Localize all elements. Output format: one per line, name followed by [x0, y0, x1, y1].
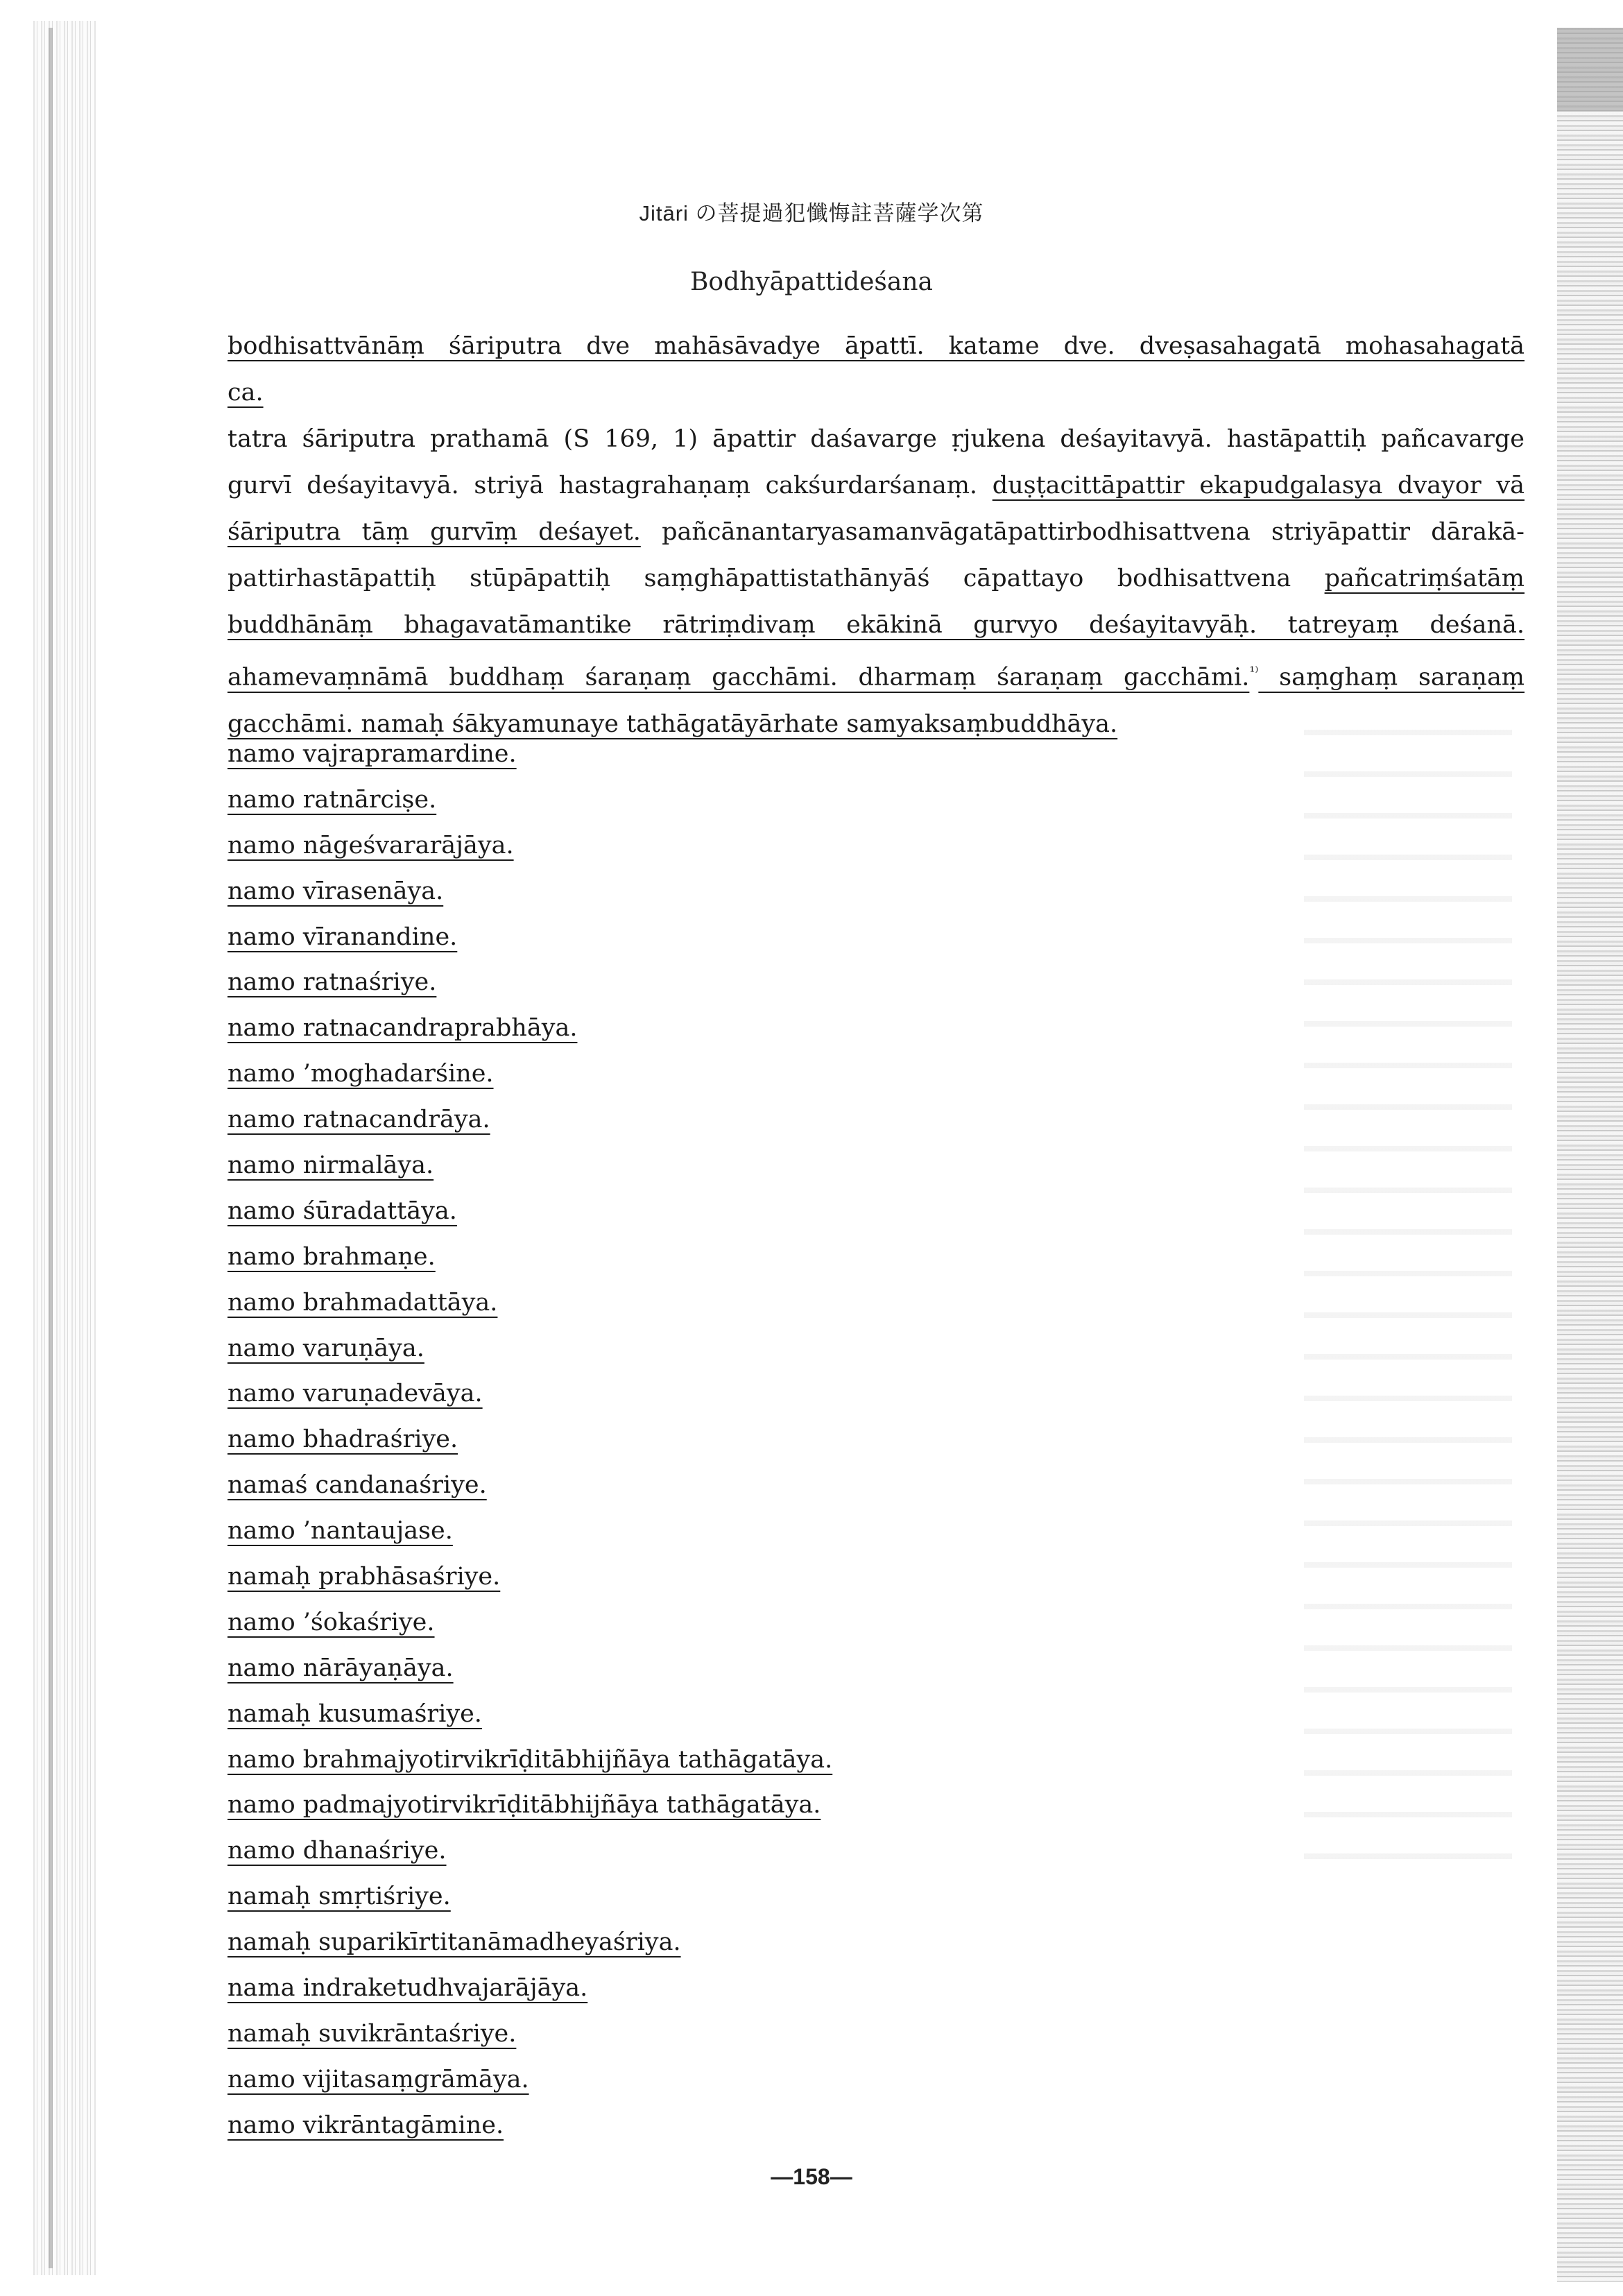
- namo-text: namo ratnacandraprabhāya.: [227, 1014, 578, 1043]
- namo-list-item: [227, 777, 1199, 823]
- namo-list-item: [227, 1554, 1199, 1600]
- paragraph-line: [227, 602, 1525, 649]
- namo-text: namaś candanaśriye.: [227, 1471, 487, 1500]
- namo-text: namo vīrasenāya.: [227, 877, 444, 905]
- namo-text: namo nārāyaṇāya.: [227, 1654, 454, 1682]
- namo-text: nama indraketudhvajarājāya.: [227, 1974, 588, 2003]
- namo-text: namo ratnaśriye.: [227, 968, 437, 997]
- namo-text: namo ’nantaujase.: [227, 1517, 453, 1545]
- namo-text: namo vijitasaṃgrāmāya.: [227, 2065, 529, 2093]
- section-title: Bodhyāpattideśana: [689, 268, 934, 296]
- namo-list-item: [227, 1188, 1199, 1234]
- footnote-ref: ¹⁾: [1249, 663, 1259, 680]
- namo-text: namaḥ suvikrāntaśriye.: [227, 2019, 517, 2048]
- text-segment: buddhānāṃ bhagavatāmantike rātriṃdivaṃ ekākinā gurvyo deśayitavyāḥ. tatreyaṃ deśanā.: [227, 611, 1525, 639]
- namo-list-item: [227, 1828, 1199, 1874]
- namo-list-item: [227, 1051, 1199, 1097]
- namo-list-item: [227, 1919, 1199, 1965]
- scan-edge-right: [1557, 28, 1623, 2282]
- namo-list-item: [227, 1280, 1199, 1326]
- paragraph-line: [227, 416, 1525, 463]
- namo-list-item: [227, 731, 1199, 777]
- paragraph-line: [227, 323, 1525, 370]
- namo-list: [227, 731, 1199, 2148]
- namo-text: namo brahmaṇe.: [227, 1242, 436, 1271]
- paragraph-line: [227, 556, 1525, 602]
- show-through-text: [1304, 694, 1512, 1873]
- paragraph-line: [227, 509, 1525, 556]
- namo-list-item: [227, 2057, 1199, 2102]
- namo-text: namo ’śokaśriye.: [227, 1608, 435, 1636]
- namo-text: namo brahmajyotirvikrīḍitābhijñāya tathāgatāya.: [227, 1745, 833, 1774]
- namo-list-item: [227, 1462, 1199, 1508]
- page-number: ―158―: [771, 2164, 852, 2189]
- namo-text: namo vajrapramardine.: [227, 740, 517, 768]
- namo-list-item: [227, 868, 1199, 914]
- text-segment: duṣṭacittāpattir ekapudgalasya dvayor vā: [992, 472, 1525, 499]
- namo-text: namaḥ prabhāsaśriye.: [227, 1563, 501, 1591]
- namo-text: namaḥ smṛtiśriye.: [227, 1883, 451, 1911]
- text-segment: saṃghaṃ saraṇaṃ: [1258, 663, 1525, 692]
- namo-text: namo brahmadattāya.: [227, 1288, 498, 1317]
- text-segment: pañcatriṃśatāṃ: [1324, 565, 1525, 592]
- scan-edge-left: [33, 21, 96, 2275]
- text-segment: ca.: [227, 379, 264, 406]
- paragraph-block: [227, 323, 1525, 748]
- namo-list-item: [227, 1600, 1199, 1645]
- namo-list-item: [227, 1142, 1199, 1188]
- namo-text: namo ratnārciṣe.: [227, 785, 437, 814]
- namo-text: namo dhanaśriye.: [227, 1837, 447, 1865]
- namo-list-item: [227, 1645, 1199, 1691]
- scan-binding-shadow: [49, 28, 53, 2268]
- namo-list-item: [227, 1508, 1199, 1554]
- text-segment: bodhisattvānāṃ śāriputra dve mahāsāvadye āpattī. katame dve. dveṣasahagatā mohasahagatā: [227, 332, 1525, 360]
- namo-list-item: [227, 959, 1199, 1005]
- namo-list-item: [227, 2102, 1199, 2148]
- text-segment: gacchāmi. namaḥ śākyamunaye tathāgatāyārhate samyaksaṃbuddhāya.: [227, 710, 1118, 738]
- namo-text: namo nirmalāya.: [227, 1151, 434, 1180]
- namo-list-item: [227, 1097, 1199, 1142]
- namo-list-item: [227, 1737, 1199, 1783]
- namo-list-item: [227, 1691, 1199, 1737]
- namo-list-item: [227, 1782, 1199, 1828]
- namo-list-item: [227, 1326, 1199, 1371]
- namo-text: namaḥ suparikīrtitanāmadheyaśriya.: [227, 1928, 681, 1957]
- namo-list-item: [227, 1416, 1199, 1462]
- namo-list-item: [227, 914, 1199, 960]
- namo-text: namo vikrāntagāmine.: [227, 2111, 504, 2139]
- paragraph-line: [227, 649, 1525, 701]
- paragraph-line: [227, 463, 1525, 509]
- namo-text: namo nāgeśvararājāya.: [227, 831, 514, 859]
- running-head: Jitāri の菩提過犯懺悔註菩薩学次第: [639, 201, 984, 225]
- namo-text: namo varuṇāya.: [227, 1334, 424, 1362]
- namo-text: namo ’moghadarśine.: [227, 1060, 494, 1088]
- text-segment: śāriputra tāṃ gurvīṃ deśayet.: [227, 518, 641, 546]
- namo-text: namo śūradattāya.: [227, 1197, 457, 1225]
- text-segment: pañcānantaryasamanvāgatāpattirbodhisattvena striyāpattir dārakā-: [640, 518, 1525, 546]
- paragraph-line: [227, 370, 1525, 416]
- namo-list-item: [227, 1234, 1199, 1280]
- namo-list-item: [227, 1874, 1199, 1919]
- text-segment: gurvī deśayitavyā. striyā hastagrahaṇaṃ cakśurdarśanaṃ.: [227, 472, 993, 499]
- namo-text: namo bhadraśriye.: [227, 1425, 458, 1454]
- text-segment: ahamevaṃnāmā buddhaṃ śaraṇaṃ gacchāmi. dharmaṃ śaraṇaṃ gacchāmi.: [227, 663, 1250, 692]
- namo-text: namaḥ kusumaśriye.: [227, 1699, 482, 1728]
- namo-list-item: [227, 2011, 1199, 2057]
- scan-edge-right-top: [1557, 28, 1623, 111]
- namo-list-item: [227, 823, 1199, 868]
- namo-list-item: [227, 1371, 1199, 1416]
- namo-text: namo padmajyotirvikrīḍitābhijñāya tathāgatāya.: [227, 1791, 821, 1819]
- text-segment: pattirhastāpattiḥ stūpāpattiḥ saṃghāpattistathānyāś cāpattayo bodhisattvena: [227, 565, 1325, 592]
- namo-text: namo vīranandine.: [227, 923, 458, 951]
- namo-list-item: [227, 1005, 1199, 1051]
- namo-text: namo varuṇadevāya.: [227, 1380, 483, 1408]
- namo-text: namo ratnacandrāya.: [227, 1106, 490, 1134]
- namo-list-item: [227, 1965, 1199, 2011]
- text-segment: tatra śāriputra prathamā (S 169, 1) āpattir daśavarge ṛjukena deśayitavyā. hastāpattiḥ pañcavarge: [227, 425, 1525, 453]
